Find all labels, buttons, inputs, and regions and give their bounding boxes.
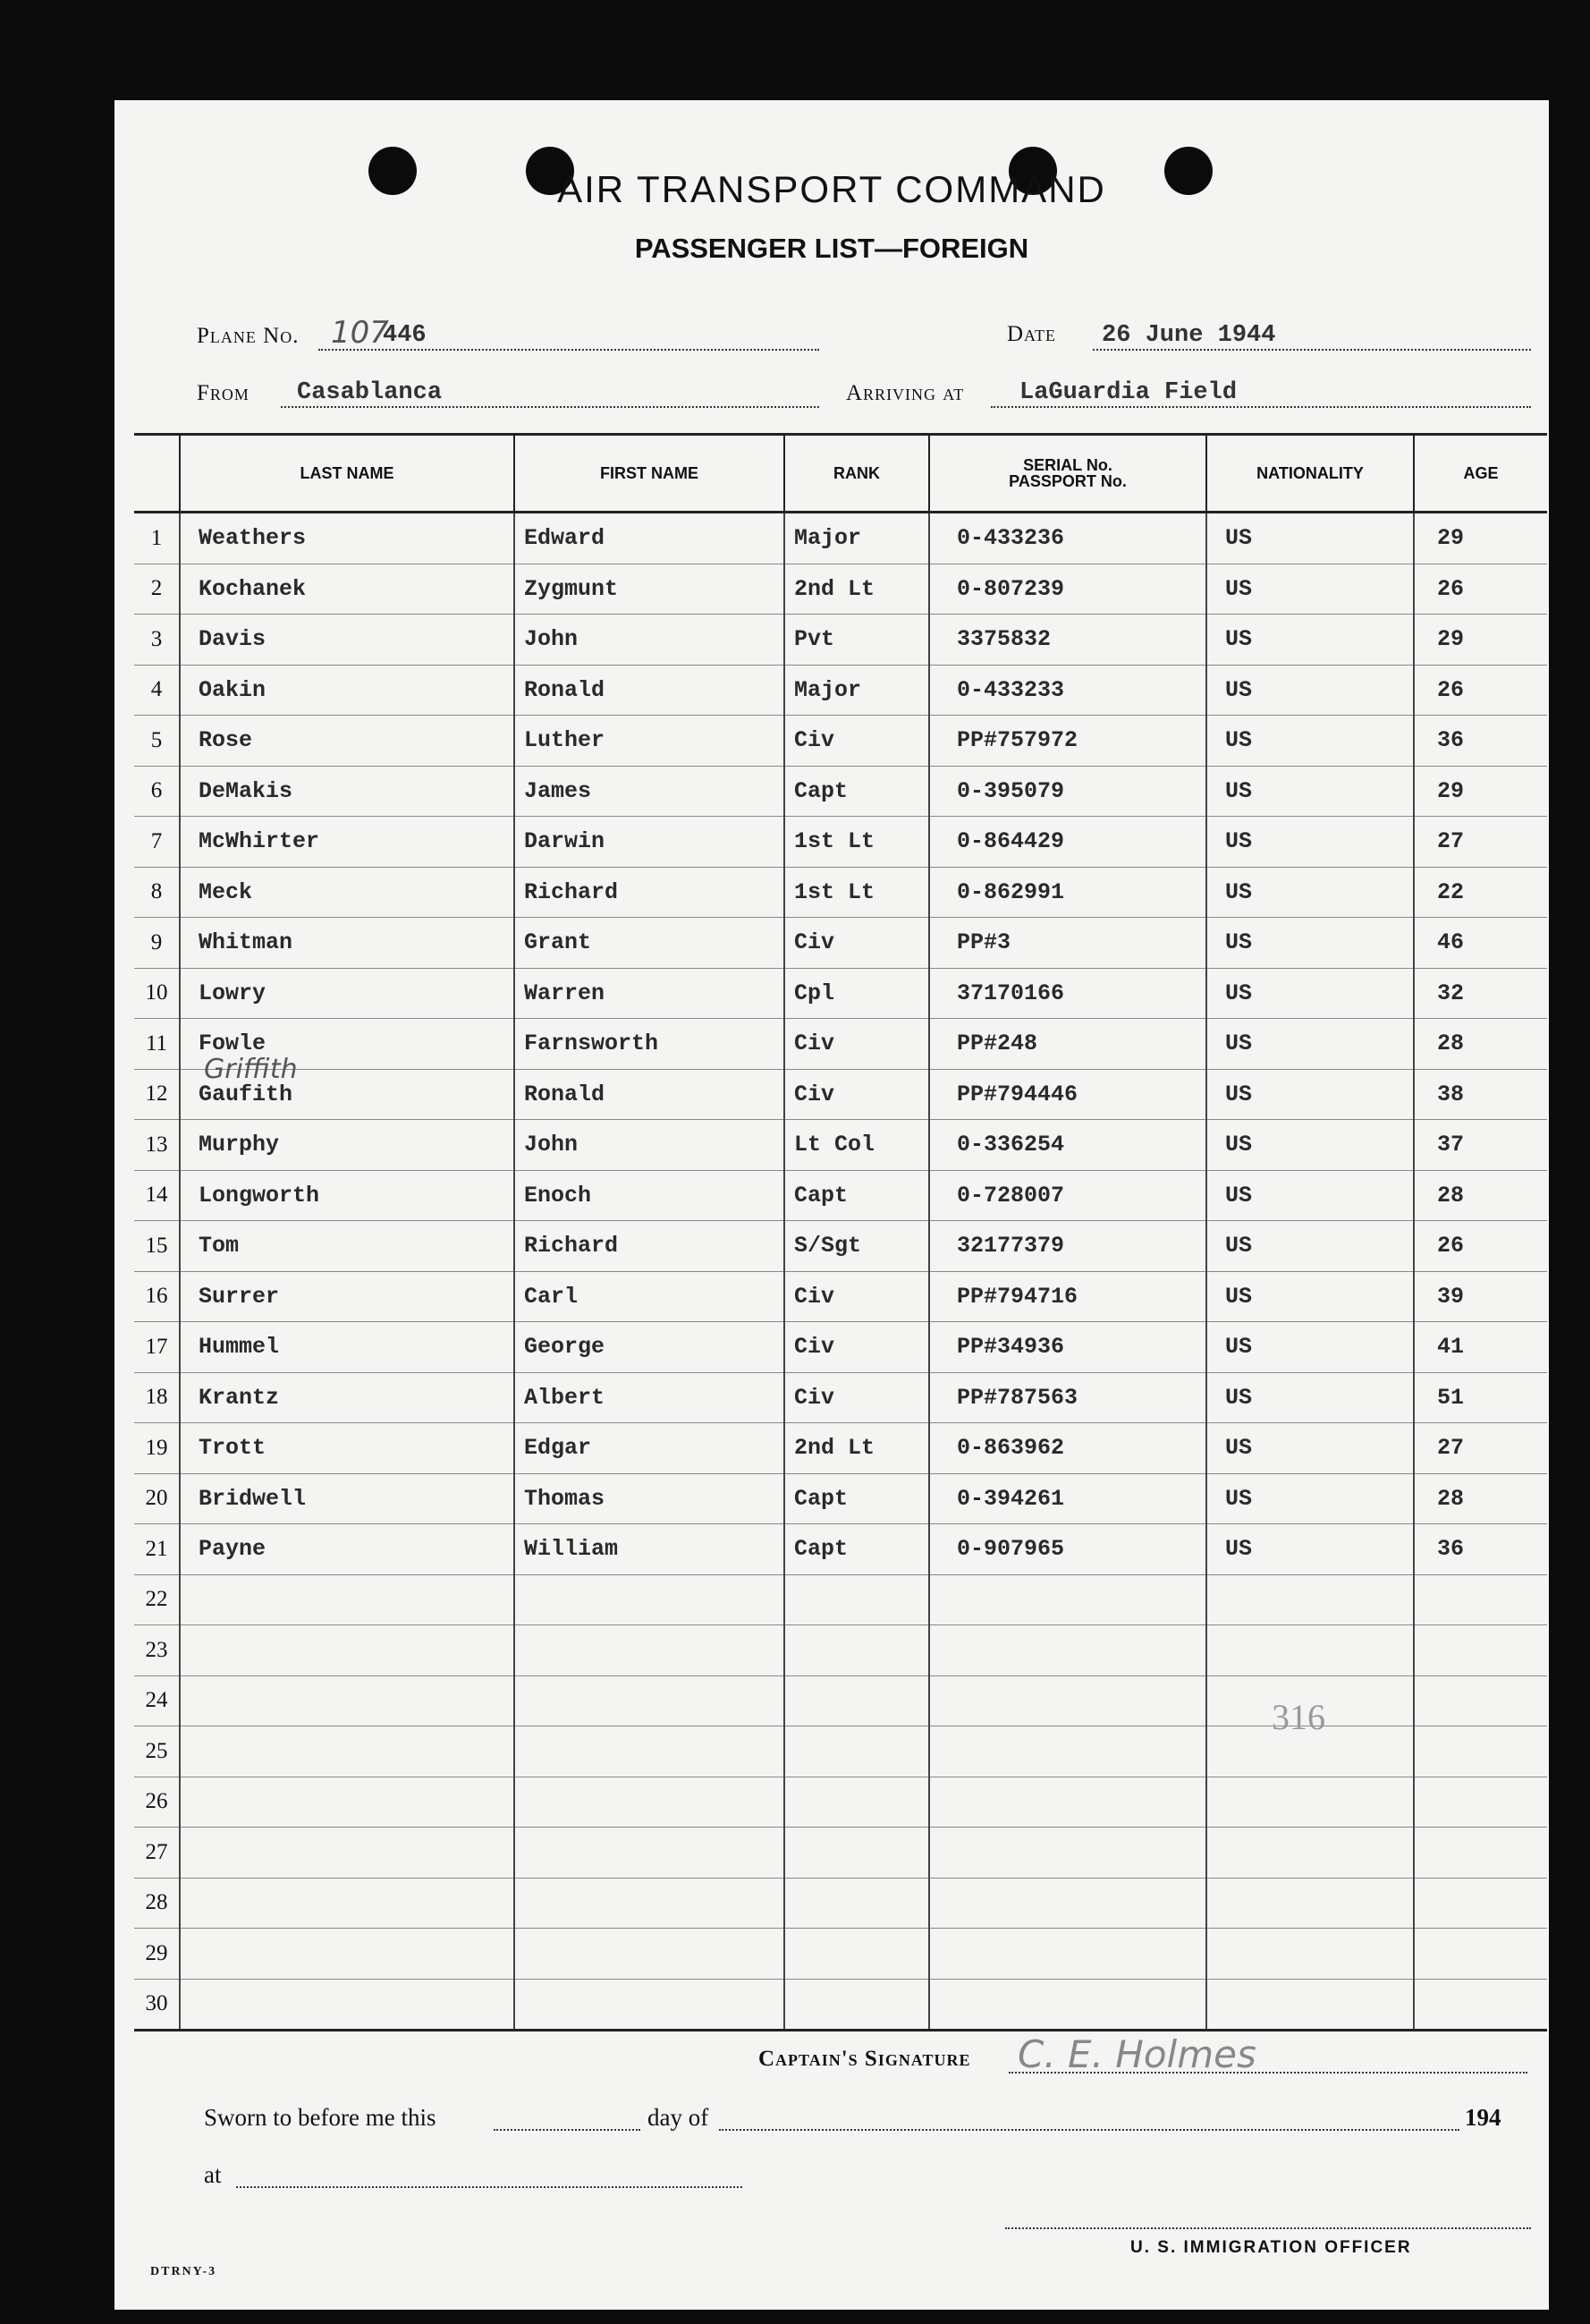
age-cell [1414, 1777, 1547, 1828]
from-line [281, 406, 819, 408]
first-name-cell [514, 1777, 784, 1828]
rank-cell [784, 1726, 929, 1777]
age-cell: 51 [1414, 1372, 1547, 1423]
table-body [134, 513, 1547, 2031]
first-name-cell: Farnsworth [514, 1019, 784, 1070]
rank-cell: Civ [784, 918, 929, 969]
age-cell: 26 [1414, 564, 1547, 615]
last-name-cell: Meck [180, 867, 514, 918]
table-row [134, 1473, 1547, 1524]
age-cell: 26 [1414, 665, 1547, 716]
age-cell [1414, 1878, 1547, 1929]
row-number: 28 [134, 1878, 180, 1929]
last-name-cell: DeMakis [180, 766, 514, 817]
age-cell [1414, 1828, 1547, 1879]
first-name-cell: Carl [514, 1271, 784, 1322]
nationality-cell [1206, 1625, 1414, 1676]
row-number: 5 [134, 716, 180, 767]
age-cell: 28 [1414, 1170, 1547, 1221]
rank-cell [784, 1625, 929, 1676]
serial-cell: PP#794446 [929, 1069, 1206, 1120]
table-row [134, 1574, 1547, 1625]
table-row [134, 1170, 1547, 1221]
at-text: at [204, 2161, 222, 2188]
table-row [134, 716, 1547, 767]
captain-signature: C. E. Holmes [1018, 2032, 1256, 2076]
nationality-cell: US [1206, 1473, 1414, 1524]
rank-cell: Major [784, 513, 929, 564]
row-number: 20 [134, 1473, 180, 1524]
table-row [134, 817, 1547, 868]
serial-cell [929, 1929, 1206, 1980]
table-row [134, 766, 1547, 817]
serial-cell: PP#757972 [929, 716, 1206, 767]
serial-cell: 0-907965 [929, 1524, 1206, 1575]
nationality-cell: US [1206, 1069, 1414, 1120]
row-number: 26 [134, 1777, 180, 1828]
table-row [134, 1423, 1547, 1474]
serial-cell: 37170166 [929, 968, 1206, 1019]
nationality-cell: US [1206, 918, 1414, 969]
last-name-cell: Kochanek [180, 564, 514, 615]
age-cell: 36 [1414, 716, 1547, 767]
plane-value-typed: 446 [383, 322, 427, 349]
last-name-cell: Rose [180, 716, 514, 767]
table-row [134, 1625, 1547, 1676]
row-number: 10 [134, 968, 180, 1019]
table-row [134, 1019, 1547, 1070]
date-label: Date [1007, 322, 1057, 346]
age-cell [1414, 1675, 1547, 1726]
table-row [134, 1726, 1547, 1777]
table-row [134, 1878, 1547, 1929]
rank-cell: Capt [784, 1473, 929, 1524]
officer-label: U. S. IMMIGRATION OFFICER [1130, 2238, 1412, 2257]
from-label: From [197, 381, 249, 405]
plane-value-handwritten: 107 [331, 315, 389, 351]
age-cell: 29 [1414, 766, 1547, 817]
row-number: 15 [134, 1221, 180, 1272]
nationality-cell: US [1206, 1120, 1414, 1171]
row-number: 1 [134, 513, 180, 564]
rank-cell [784, 1574, 929, 1625]
rank-cell: Major [784, 665, 929, 716]
first-name-cell: Edgar [514, 1423, 784, 1474]
serial-cell: PP#794716 [929, 1271, 1206, 1322]
row-number: 4 [134, 665, 180, 716]
nationality-cell: US [1206, 1322, 1414, 1373]
rank-cell: 1st Lt [784, 817, 929, 868]
age-cell: 39 [1414, 1271, 1547, 1322]
row-number: 9 [134, 918, 180, 969]
nationality-cell: US [1206, 1170, 1414, 1221]
first-name-cell: Albert [514, 1372, 784, 1423]
rank-cell [784, 1979, 929, 2031]
serial-cell: 0-862991 [929, 867, 1206, 918]
last-name-cell [180, 1726, 514, 1777]
from-value: Casablanca [297, 379, 443, 406]
first-name-cell [514, 1979, 784, 2031]
first-name-cell [514, 1828, 784, 1879]
last-name-cell: Surrer [180, 1271, 514, 1322]
first-name-cell: Zygmunt [514, 564, 784, 615]
last-name-cell [180, 1625, 514, 1676]
arriving-label: Arriving at [846, 381, 965, 405]
table-row [134, 1120, 1547, 1171]
date-value: 26 June 1944 [1102, 322, 1276, 349]
row-number: 16 [134, 1271, 180, 1322]
table-row [134, 1372, 1547, 1423]
rank-cell: Capt [784, 1170, 929, 1221]
first-name-cell: John [514, 615, 784, 666]
first-name-cell: Richard [514, 1221, 784, 1272]
serial-cell [929, 1625, 1206, 1676]
rank-cell: Capt [784, 766, 929, 817]
row-number: 21 [134, 1524, 180, 1575]
table-row [134, 1524, 1547, 1575]
arriving-line [991, 406, 1531, 408]
age-cell [1414, 1574, 1547, 1625]
table-row [134, 1322, 1547, 1373]
row-number: 7 [134, 817, 180, 868]
rank-cell: Cpl [784, 968, 929, 1019]
table-row [134, 1929, 1547, 1980]
header-age: AGE [1414, 435, 1547, 513]
last-name-cell: Davis [180, 615, 514, 666]
row-number: 25 [134, 1726, 180, 1777]
rank-cell: 2nd Lt [784, 564, 929, 615]
first-name-cell: James [514, 766, 784, 817]
last-name-cell: Longworth [180, 1170, 514, 1221]
sworn-text: Sworn to before me this [204, 2104, 436, 2131]
rank-cell: Civ [784, 716, 929, 767]
rank-cell [784, 1929, 929, 1980]
serial-cell: PP#248 [929, 1019, 1206, 1070]
nationality-cell [1206, 1979, 1414, 2031]
last-name-cell: Weathers [180, 513, 514, 564]
nationality-cell: US [1206, 867, 1414, 918]
first-name-cell [514, 1726, 784, 1777]
row-number: 13 [134, 1120, 180, 1171]
first-name-cell: Darwin [514, 817, 784, 868]
last-name-cell: Fowle [180, 1019, 514, 1070]
arriving-value: LaGuardia Field [1019, 379, 1238, 406]
last-name-cell: Lowry [180, 968, 514, 1019]
serial-cell [929, 1675, 1206, 1726]
header-number [134, 435, 180, 513]
serial-cell: 0-433233 [929, 665, 1206, 716]
table-row [134, 1221, 1547, 1272]
age-cell: 26 [1414, 1221, 1547, 1272]
rank-cell: Lt Col [784, 1120, 929, 1171]
last-name-cell: Trott [180, 1423, 514, 1474]
age-cell: 36 [1414, 1524, 1547, 1575]
row-number: 3 [134, 615, 180, 666]
nationality-cell: US [1206, 716, 1414, 767]
age-cell [1414, 1979, 1547, 2031]
row-number: 6 [134, 766, 180, 817]
age-cell: 28 [1414, 1473, 1547, 1524]
rank-cell: Civ [784, 1069, 929, 1120]
last-name-cell: Murphy [180, 1120, 514, 1171]
header-serial [929, 435, 1206, 513]
last-name-cell: Gaufith [180, 1069, 514, 1120]
last-name-cell: Hummel [180, 1322, 514, 1373]
header-serial-line2: PASSPORT No. [1009, 472, 1127, 490]
row-number: 30 [134, 1979, 180, 2031]
at-line [236, 2186, 742, 2188]
first-name-cell: Grant [514, 918, 784, 969]
table-row [134, 1777, 1547, 1828]
first-name-cell: Ronald [514, 1069, 784, 1120]
rank-cell: Civ [784, 1372, 929, 1423]
age-cell: 32 [1414, 968, 1547, 1019]
rank-cell [784, 1675, 929, 1726]
month-line [719, 2129, 1459, 2131]
first-name-cell: Richard [514, 867, 784, 918]
rank-cell [784, 1828, 929, 1879]
serial-cell: 0-728007 [929, 1170, 1206, 1221]
age-cell: 27 [1414, 817, 1547, 868]
first-name-cell: John [514, 1120, 784, 1171]
age-cell: 37 [1414, 1120, 1547, 1171]
age-cell: 41 [1414, 1322, 1547, 1373]
table-row [134, 1271, 1547, 1322]
nationality-cell [1206, 1828, 1414, 1879]
table-row [134, 564, 1547, 615]
serial-cell [929, 1777, 1206, 1828]
table-header-row [134, 435, 1547, 513]
first-name-cell: Thomas [514, 1473, 784, 1524]
serial-cell: 0-336254 [929, 1120, 1206, 1171]
rank-cell: 1st Lt [784, 867, 929, 918]
serial-cell: 0-864429 [929, 817, 1206, 868]
officer-line [1005, 2227, 1531, 2229]
nationality-cell: US [1206, 1372, 1414, 1423]
table-row [134, 1979, 1547, 2031]
date-line [1093, 349, 1531, 351]
row-number: 11 [134, 1019, 180, 1070]
serial-cell [929, 1979, 1206, 2031]
serial-cell: PP#3 [929, 918, 1206, 969]
nationality-cell: US [1206, 1221, 1414, 1272]
nationality-cell: US [1206, 968, 1414, 1019]
last-name-cell [180, 1675, 514, 1726]
nationality-cell [1206, 1929, 1414, 1980]
serial-cell: 0-433236 [929, 513, 1206, 564]
last-name-cell [180, 1929, 514, 1980]
rank-cell [784, 1878, 929, 1929]
last-name-cell: Whitman [180, 918, 514, 969]
first-name-cell [514, 1574, 784, 1625]
serial-cell: 0-863962 [929, 1423, 1206, 1474]
first-name-cell [514, 1675, 784, 1726]
rank-cell: Capt [784, 1524, 929, 1575]
nationality-cell [1206, 1777, 1414, 1828]
nationality-cell: US [1206, 665, 1414, 716]
nationality-cell: US [1206, 1271, 1414, 1322]
rank-cell: Pvt [784, 615, 929, 666]
age-cell [1414, 1929, 1547, 1980]
first-name-cell: Edward [514, 513, 784, 564]
serial-cell: 3375832 [929, 615, 1206, 666]
sworn-day-line [494, 2129, 640, 2131]
serial-cell: 32177379 [929, 1221, 1206, 1272]
rank-cell: Civ [784, 1322, 929, 1373]
age-cell [1414, 1625, 1547, 1676]
nationality-cell: US [1206, 1423, 1414, 1474]
last-name-cell [180, 1878, 514, 1929]
serial-cell [929, 1878, 1206, 1929]
plane-line [318, 349, 819, 351]
table-row [134, 968, 1547, 1019]
row-number: 14 [134, 1170, 180, 1221]
last-name-cell [180, 1574, 514, 1625]
table-row [134, 1675, 1547, 1726]
captain-signature-label: Captain's Signature [758, 2047, 971, 2071]
header-first-name: FIRST NAME [514, 435, 784, 513]
first-name-cell [514, 1878, 784, 1929]
first-name-cell: William [514, 1524, 784, 1575]
nationality-cell: US [1206, 615, 1414, 666]
serial-cell: 0-807239 [929, 564, 1206, 615]
form-code: DTRNY-3 [150, 2265, 217, 2278]
last-name-cell: Oakin [180, 665, 514, 716]
age-cell: 29 [1414, 513, 1547, 564]
last-name-cell: Bridwell [180, 1473, 514, 1524]
table-row [134, 1069, 1547, 1120]
last-name-cell: Payne [180, 1524, 514, 1575]
year-text: 194 [1465, 2104, 1501, 2131]
serial-cell: 0-394261 [929, 1473, 1206, 1524]
row-number: 2 [134, 564, 180, 615]
row-number: 29 [134, 1929, 180, 1980]
table-row [134, 665, 1547, 716]
row-number: 17 [134, 1322, 180, 1373]
last-name-cell [180, 1828, 514, 1879]
serial-cell [929, 1726, 1206, 1777]
first-name-cell: Ronald [514, 665, 784, 716]
table-row [134, 615, 1547, 666]
last-name-cell [180, 1979, 514, 2031]
row-number: 22 [134, 1574, 180, 1625]
last-name-cell: McWhirter [180, 817, 514, 868]
plane-label: Plane No. [197, 324, 300, 348]
nationality-cell: US [1206, 766, 1414, 817]
document-page [114, 100, 1549, 2310]
table-row [134, 918, 1547, 969]
header-nationality: NATIONALITY [1206, 435, 1414, 513]
first-name-cell: George [514, 1322, 784, 1373]
first-name-cell: Luther [514, 716, 784, 767]
nationality-cell: US [1206, 1524, 1414, 1575]
serial-cell: 0-395079 [929, 766, 1206, 817]
nationality-cell: US [1206, 817, 1414, 868]
row-number: 24 [134, 1675, 180, 1726]
table-row [134, 867, 1547, 918]
passenger-table [134, 433, 1547, 2031]
first-name-cell [514, 1625, 784, 1676]
header-last-name: LAST NAME [180, 435, 514, 513]
first-name-cell: Enoch [514, 1170, 784, 1221]
row-number: 19 [134, 1423, 180, 1474]
handwritten-correction: Griffith [204, 1054, 298, 1085]
nationality-cell: US [1206, 513, 1414, 564]
form-title: AIR TRANSPORT COMMAND [557, 168, 1106, 210]
day-of-text: day of [647, 2104, 709, 2131]
form-subtitle: PASSENGER LIST—FOREIGN [634, 233, 1029, 264]
age-cell [1414, 1726, 1547, 1777]
age-cell: 22 [1414, 867, 1547, 918]
nationality-cell [1206, 1574, 1414, 1625]
table-row [134, 513, 1547, 564]
age-cell: 29 [1414, 615, 1547, 666]
nationality-cell [1206, 1878, 1414, 1929]
serial-cell: PP#34936 [929, 1322, 1206, 1373]
row-number: 27 [134, 1828, 180, 1879]
age-cell: 28 [1414, 1019, 1547, 1070]
stamp-number: 316 [1272, 1697, 1325, 1737]
row-number: 8 [134, 867, 180, 918]
row-number: 18 [134, 1372, 180, 1423]
age-cell: 38 [1414, 1069, 1547, 1120]
serial-cell: PP#787563 [929, 1372, 1206, 1423]
rank-cell: S/Sgt [784, 1221, 929, 1272]
last-name-cell: Tom [180, 1221, 514, 1272]
nationality-cell: US [1206, 1019, 1414, 1070]
age-cell: 27 [1414, 1423, 1547, 1474]
row-number: 23 [134, 1625, 180, 1676]
age-cell: 46 [1414, 918, 1547, 969]
rank-cell: 2nd Lt [784, 1423, 929, 1474]
serial-cell [929, 1574, 1206, 1625]
row-number: 12 [134, 1069, 180, 1120]
rank-cell: Civ [784, 1019, 929, 1070]
table-row [134, 1828, 1547, 1879]
first-name-cell [514, 1929, 784, 1980]
nationality-cell: US [1206, 564, 1414, 615]
last-name-cell [180, 1777, 514, 1828]
header-rank: RANK [784, 435, 929, 513]
rank-cell [784, 1777, 929, 1828]
last-name-cell: Krantz [180, 1372, 514, 1423]
serial-cell [929, 1828, 1206, 1879]
header-serial-line1: SERIAL No. [1023, 456, 1112, 474]
rank-cell: Civ [784, 1271, 929, 1322]
first-name-cell: Warren [514, 968, 784, 1019]
